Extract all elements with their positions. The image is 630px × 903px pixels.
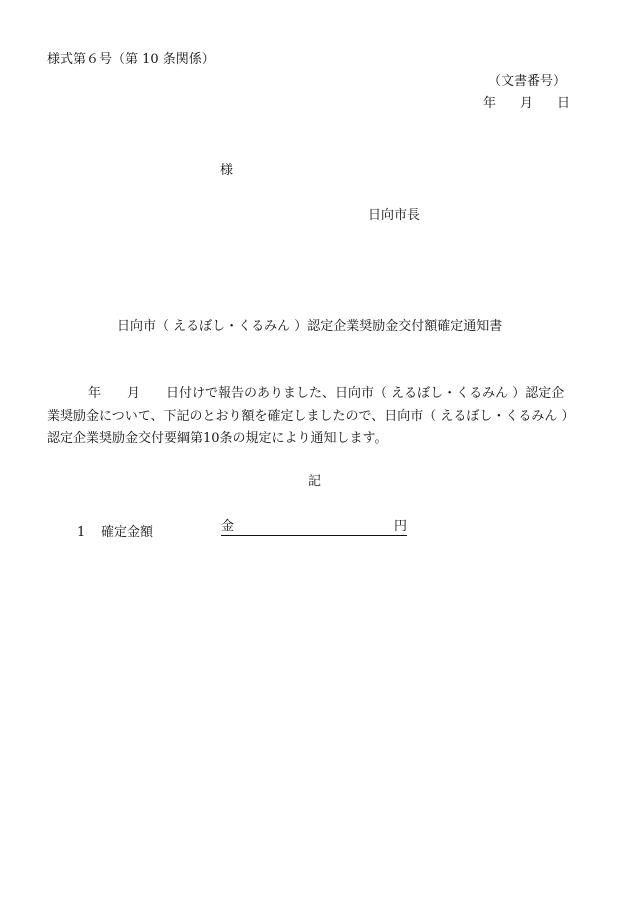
body-line-1-text: 日付けで報告のありました、日向市（ えるぼし・くるみん ）認定企: [166, 386, 565, 401]
body-line-3: 認定企業奨励金交付要綱第10条の規定により通知します。: [47, 431, 388, 446]
item-number: 1: [77, 525, 86, 540]
amount-suffix: 円: [393, 519, 407, 534]
item-label: 確定金額: [101, 525, 154, 540]
confirmed-amount-row: [77, 519, 407, 541]
body-line-1: [47, 383, 583, 406]
date-year: 年: [482, 96, 496, 111]
document-title: 日向市（ えるぼし・くるみん ）認定企業奨励金交付額確定通知書: [117, 319, 503, 334]
body-paragraph: [47, 383, 583, 451]
amount-prefix: 金: [221, 519, 235, 534]
issuer-name: 日向市長: [368, 208, 421, 223]
form-number: 様式第６号（第 10 条関係）: [47, 52, 215, 67]
body-line-2: 業奨励金について、下記のとおり額を確定しましたので、日向市（ えるぼし・くるみん ）: [47, 408, 575, 424]
body-year: 年: [88, 386, 102, 401]
amount-field: [221, 519, 407, 536]
ki-heading: 記: [308, 474, 322, 489]
document-number: （文書番号）: [487, 74, 566, 89]
date-line: [483, 96, 570, 112]
date-month: 月: [519, 96, 533, 111]
body-month: 月: [127, 386, 141, 401]
recipient-line: 様: [220, 163, 234, 178]
date-day: 日: [556, 96, 570, 111]
